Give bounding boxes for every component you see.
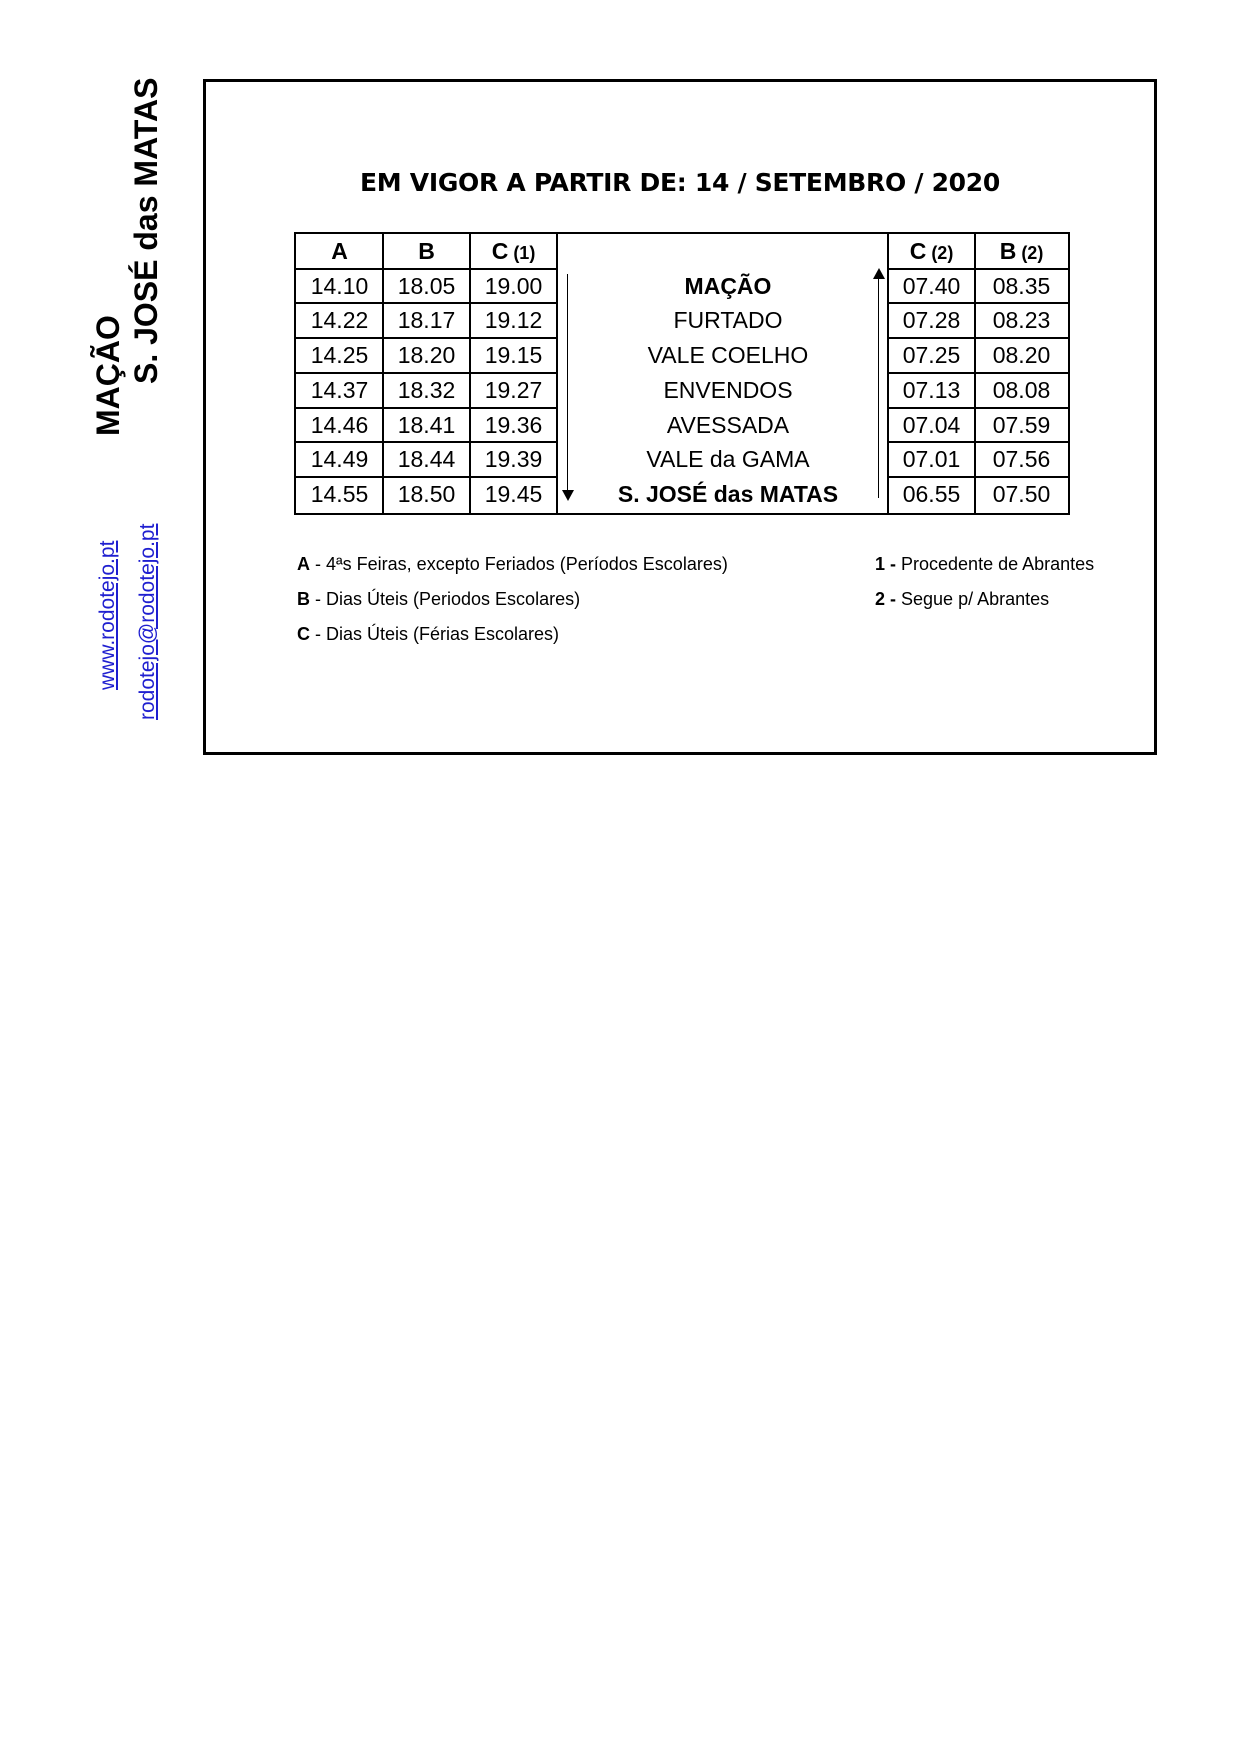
return-time: 08.23: [992, 307, 1051, 333]
departure-time: 14.37: [310, 377, 369, 403]
departure-time: 19.39: [484, 446, 543, 472]
legend-item: [297, 587, 580, 611]
return-time: 08.20: [992, 342, 1051, 368]
legend-text: - Dias Úteis (Periodos Escolares): [310, 589, 581, 609]
return-time: 07.13: [902, 377, 961, 403]
return-time: 07.28: [902, 307, 961, 333]
departure-time: 18.32: [397, 377, 456, 403]
return-time: 07.01: [902, 446, 961, 472]
timetable-frame: [203, 79, 1157, 755]
departure-time: 19.36: [484, 412, 543, 438]
legend-item: [297, 622, 559, 646]
stop-name: FURTADO: [673, 307, 783, 333]
legend-key: 1 -: [875, 554, 897, 574]
return-time: 08.08: [992, 377, 1051, 403]
column-header-letter: B: [418, 238, 435, 264]
return-time: 07.56: [992, 446, 1051, 472]
validity-title: EM VIGOR A PARTIR DE: 14 / SETEMBRO / 2020: [360, 168, 1000, 197]
departure-time: 19.27: [484, 377, 543, 403]
departure-time: 14.46: [310, 412, 369, 438]
column-header-letter: B: [999, 238, 1017, 264]
column-header: [470, 234, 557, 271]
stop-name: VALE COELHO: [647, 342, 809, 368]
column-header-note: (2): [1016, 243, 1044, 263]
departure-time: 19.00: [484, 273, 543, 299]
departure-time: 18.44: [397, 446, 456, 472]
legend-key: 2 -: [875, 589, 897, 609]
departure-time: 19.12: [484, 307, 543, 333]
up-arrow-line: [878, 278, 879, 498]
departure-time: 14.55: [310, 481, 369, 507]
departure-time: 18.50: [397, 481, 456, 507]
column-header-note: (2): [926, 243, 954, 263]
stop-name: ENVENDOS: [663, 377, 793, 403]
legend-item: [875, 587, 1049, 611]
departure-time: 14.10: [310, 273, 369, 299]
return-time: 07.40: [902, 273, 961, 299]
stop-name: AVESSADA: [666, 412, 790, 438]
column-header: [888, 234, 975, 271]
departure-time: 19.15: [484, 342, 543, 368]
departure-time: 18.17: [397, 307, 456, 333]
legend-text: Segue p/ Abrantes: [896, 589, 1050, 609]
departure-time: 18.05: [397, 273, 456, 299]
website-link[interactable]: www.rodotejo.pt: [96, 540, 119, 690]
return-time: 07.25: [902, 342, 961, 368]
legend-text: Procedente de Abrantes: [896, 554, 1095, 574]
column-header-letter: C: [909, 238, 927, 264]
departure-time: 14.22: [310, 307, 369, 333]
route-title-destination: S. JOSÉ das MATAS: [128, 77, 164, 384]
stop-name: MAÇÃO: [684, 273, 772, 299]
down-arrow-line: [567, 274, 568, 492]
legend-item: [875, 552, 1094, 576]
legend-item: [297, 552, 728, 576]
column-header-letter: C: [491, 238, 509, 264]
column-header: [975, 234, 1068, 271]
down-arrow-icon: [562, 490, 574, 501]
column-header: [383, 234, 470, 269]
return-time: 08.35: [992, 273, 1051, 299]
route-title-origin: MAÇÃO: [90, 315, 126, 436]
departure-time: 18.41: [397, 412, 456, 438]
stop-name: S. JOSÉ das MATAS: [617, 481, 839, 507]
return-time: 06.55: [902, 481, 961, 507]
column-header-note: (1): [508, 243, 536, 263]
email-link[interactable]: rodotejo@rodotejo.pt: [136, 523, 159, 720]
legend-key: A: [297, 554, 310, 574]
up-arrow-icon: [873, 268, 885, 279]
column-header: [296, 234, 383, 269]
return-time: 07.04: [902, 412, 961, 438]
departure-time: 14.49: [310, 446, 369, 472]
departure-time: 19.45: [484, 481, 543, 507]
legend-text: - Dias Úteis (Férias Escolares): [310, 624, 560, 644]
departure-time: 18.20: [397, 342, 456, 368]
legend-key: C: [297, 624, 310, 644]
column-header-letter: A: [331, 238, 348, 264]
legend-text: - 4ªs Feiras, excepto Feriados (Períodos Escolares): [310, 554, 728, 574]
stop-name: VALE da GAMA: [646, 446, 810, 472]
legend-key: B: [297, 589, 310, 609]
return-time: 07.59: [992, 412, 1051, 438]
return-time: 07.50: [992, 481, 1051, 507]
departure-time: 14.25: [310, 342, 369, 368]
timetable-grid: [294, 232, 1070, 515]
